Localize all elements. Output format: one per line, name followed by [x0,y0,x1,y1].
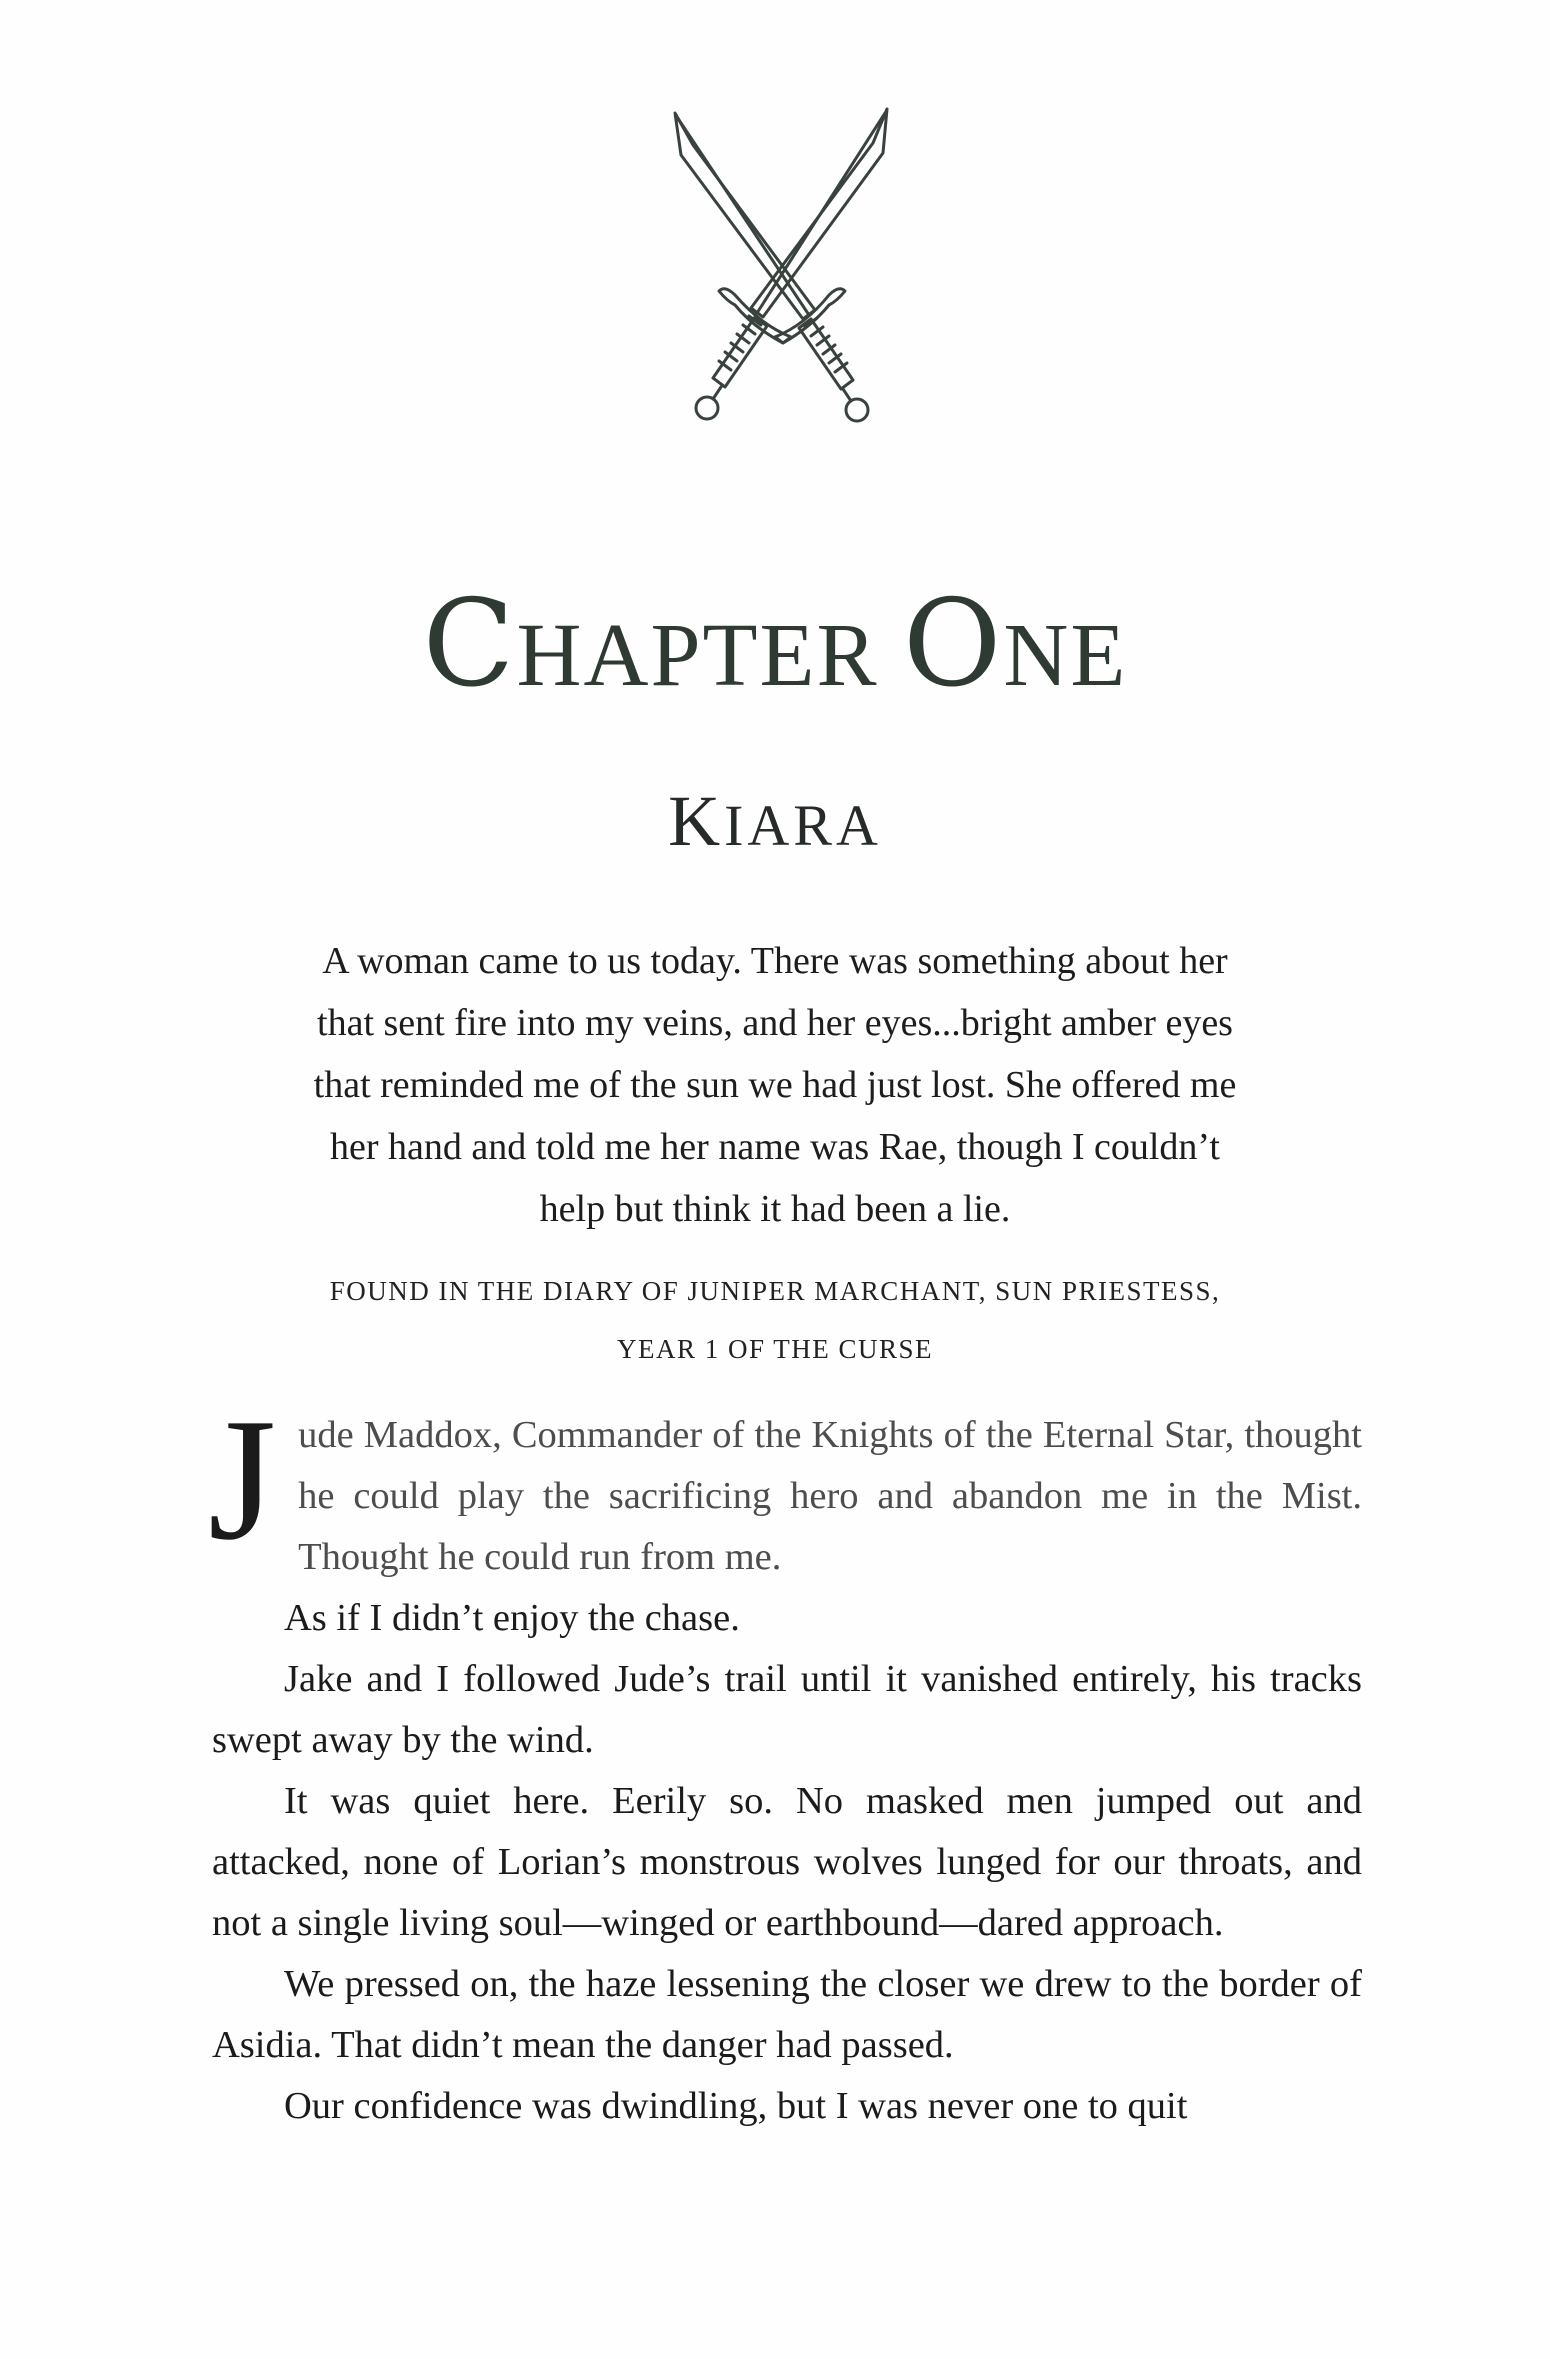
paragraph: We pressed on, the haze lessening the closer we drew to the border of Asidia. That didn’t mean the danger had passed. [212,1963,1362,2066]
pov-name-cap: K [668,781,725,861]
epigraph-source-line-1: FOUND IN THE DIARY OF JUNIPER MARCHANT, SUN PRIESTESS, [329,1276,1221,1306]
first-paragraph-text: ude Maddox, Commander of the Knights of the Eternal Star, thought he could play the sacrificing hero and abandon me in the Mist. Thought he could run from me. [298,1414,1362,1578]
epigraph-line: help but think it had been a lie. [539,1188,1011,1230]
chapter-title-cap-1: C [422,575,517,714]
epigraph-line: that sent fire into my veins, and her eyes...bright amber eyes [317,1002,1233,1044]
epigraph-line: her hand and told me her name was Rae, though I couldn’t [330,1126,1220,1168]
chapter-title-word-1: HAPTER [516,606,879,705]
pov-name-rest: IARA [724,793,882,858]
chapter-title [0,575,1550,714]
chapter-title-cap-2: O [902,575,1004,714]
chapter-body [208,1382,1362,2137]
paragraph: As if I didn’t enjoy the chase. [284,1597,740,1639]
crossed-swords-icon [615,105,945,450]
epigraph-line: A woman came to us today. There was something about her [322,940,1228,982]
pov-character-name [0,781,1550,861]
paragraph: Our confidence was dwindling, but I was never one to quit [284,2085,1188,2127]
epigraph-line: that reminded me of the sun we had just lost. She offered me [313,1064,1237,1106]
paragraph: It was quiet here. Eerily so. No masked men jumped out and attacked, none of Lorian’s monstrous wolves lunged for our throats, and not a single living soul—winged or earthbound—dared approach. [212,1780,1362,1944]
first-paragraph [208,1382,1362,1588]
chapter-title-word-2: NE [1003,606,1128,705]
epigraph-source [150,1262,1400,1378]
epigraph [190,930,1360,1240]
drop-cap: J [208,1382,277,1576]
epigraph-source-line-2: YEAR 1 OF THE CURSE [616,1334,934,1364]
paragraph: Jake and I followed Jude’s trail until it vanished entirely, his tracks swept away by the wind. [212,1658,1362,1761]
